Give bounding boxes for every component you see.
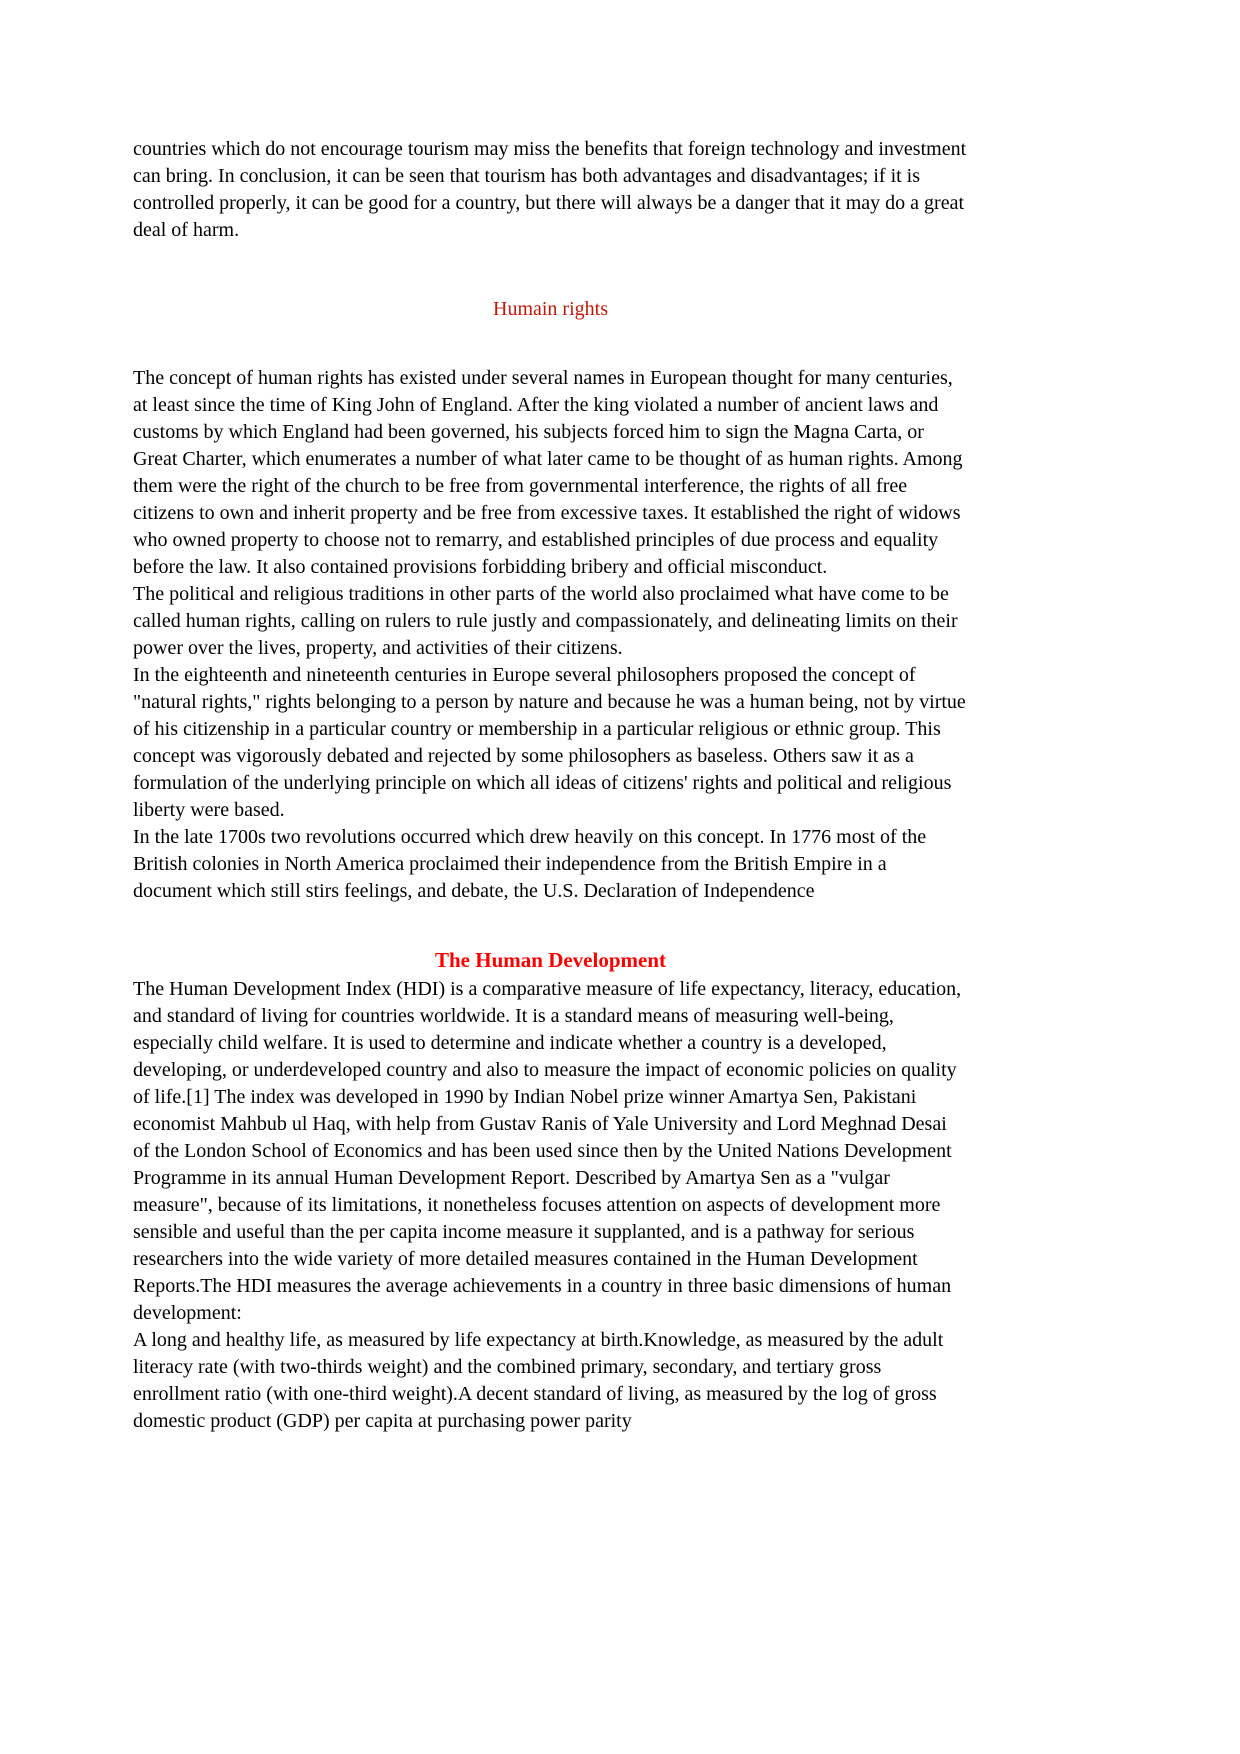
human-development-paragraph-1: The Human Development Index (HDI) is a comparative measure of life expectancy, literacy, education, and standard of living for countries worldwide. It is a standard means of measuring well-being, especially child welfare. It is used to determine and indicate whether a country is a developed, developing, or underdeveloped country and also to measure the impact of economic policies on quality of life.[1] The index was developed in 1990 by Indian Nobel prize winner Amartya Sen, Pakistani economist Mahbub ul Haq, with help from Gustav Ranis of Yale University and Lord Meghnad Desai of the London School of Economics and has been used since then by the United Nations Development Programme in its annual Human Development Report. Described by Amartya Sen as a "vulgar measure", because of its limitations, it nonetheless focuses attention on aspects of development more sensible and useful than the per capita income measure it supplanted, and is a pathway for serious researchers into the wide variety of more detailed measures contained in the Human Development Reports.The HDI measures the average achievements in a country in three basic dimensions of human development:: [133, 978, 962, 1324]
section-human-rights-body: [133, 365, 968, 905]
human-rights-paragraph-4: In the late 1700s two revolutions occurred which drew heavily on this concept. In 1776 most of the British colonies in North America proclaimed their independence from the British Empire in a document which still stirs feelings, and debate, the U.S. Declaration of Independence: [133, 826, 927, 902]
human-rights-paragraph-3: In the eighteenth and nineteenth centuries in Europe several philosophers proposed the concept of "natural rights," rights belonging to a person by nature and because he was a human being, not by virtue of his citizenship in a particular country or membership in a particular religious or ethnic group. This concept was vigorously debated and rejected by some philosophers as baseless. Others saw it as a formulation of the underlying principle on which all ideas of citizens' rights and political and religious liberty were based.: [133, 664, 966, 821]
section-human-development-body: [133, 976, 968, 1435]
intro-paragraph: countries which do not encourage tourism may miss the benefits that foreign technology and investment can bring. In conclusion, it can be seen that tourism has both advantages and disadvantages; if it is controlled properly, it can be good for a country, but there will always be a danger that it may do a great deal of harm.: [133, 138, 967, 241]
human-rights-paragraph-1: The concept of human rights has existed under several names in European thought for many centuries, at least since the time of King John of England. After the king violated a number of ancient laws and customs by which England had been governed, his subjects forced him to sign the Magna Carta, or Great Charter, which enumerates a number of what later came to be thought of as human rights. Among them were the right of the church to be free from governmental interference, the rights of all free citizens to own and inherit property and be free from excessive taxes. It established the right of widows who owned property to choose not to remarry, and established principles of due process and equality before the law. It also contained provisions forbidding bribery and official misconduct.: [133, 367, 963, 578]
section-heading-human-rights: Humain rights: [493, 298, 608, 320]
section-heading-human-development: The Human Development: [435, 948, 666, 972]
human-development-paragraph-2: A long and healthy life, as measured by life expectancy at birth.Knowledge, as measured by the adult literacy rate (with two-thirds weight) and the combined primary, secondary, and tertiary gross enrollment ratio (with one-third weight).A decent standard of living, as measured by the log of gross domestic product (GDP) per capita at purchasing power parity: [133, 1329, 944, 1432]
human-rights-paragraph-2: The political and religious traditions in other parts of the world also proclaimed what have come to be called human rights, calling on rulers to rule justly and compassionately, and delineating limits on their power over the lives, property, and activities of their citizens.: [133, 583, 958, 659]
